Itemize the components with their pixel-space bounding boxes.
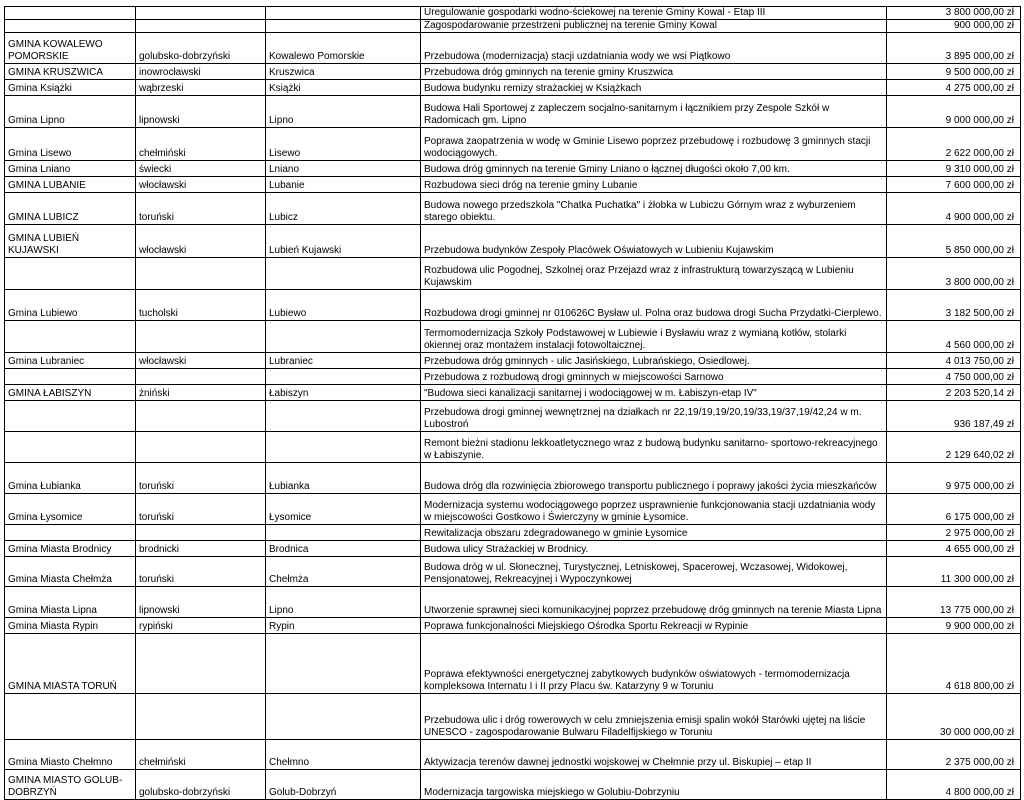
description-cell: Budowa dróg w ul. Słonecznej, Turystycznej, Letniskowej, Spacerowej, Wczasowej, Widokowej, Pensjonatowej, Rekreacyjnej i Wypoczynkowej bbox=[421, 557, 887, 587]
miejscowosc-cell: Lubicz bbox=[266, 193, 421, 225]
description-cell: Budowa nowego przedszkola "Chatka Puchatka" i żłobka w Lubiczu Górnym wraz z wyburzeniem starego obiektu. bbox=[421, 193, 887, 225]
gmina-cell bbox=[5, 432, 136, 463]
miejscowosc-cell: Lubanie bbox=[266, 177, 421, 193]
amount-cell: 9 975 000,00 zł bbox=[887, 463, 1021, 494]
table-row bbox=[5, 353, 1021, 369]
gmina-cell bbox=[5, 694, 136, 740]
amount-cell: 7 600 000,00 zł bbox=[887, 177, 1021, 193]
miejscowosc-cell: Lisewo bbox=[266, 128, 421, 161]
gmina-cell: Gmina Lubraniec bbox=[5, 353, 136, 369]
amount-cell: 2 375 000,00 zł bbox=[887, 740, 1021, 770]
miejscowosc-cell: Książki bbox=[266, 80, 421, 96]
powiat-cell bbox=[136, 525, 266, 541]
table-row bbox=[5, 7, 1021, 20]
powiat-cell bbox=[136, 321, 266, 353]
amount-cell: 3 182 500,00 zł bbox=[887, 290, 1021, 321]
amount-cell: 11 300 000,00 zł bbox=[887, 557, 1021, 587]
amount-cell: 9 000 000,00 zł bbox=[887, 96, 1021, 128]
powiat-cell bbox=[136, 369, 266, 385]
gmina-cell bbox=[5, 258, 136, 290]
description-cell: Budowa dróg dla rozwinięcia zbiorowego transportu publicznego i poprawy jakości życia mieszkańców bbox=[421, 463, 887, 494]
miejscowosc-cell bbox=[266, 7, 421, 20]
gmina-cell: Gmina Miasta Chełmża bbox=[5, 557, 136, 587]
table-row bbox=[5, 694, 1021, 740]
gmina-cell: GMINA KOWALEWO POMORSKIE bbox=[5, 33, 136, 64]
gmina-cell bbox=[5, 369, 136, 385]
table-row bbox=[5, 128, 1021, 161]
powiat-cell: lipnowski bbox=[136, 96, 266, 128]
table-row bbox=[5, 177, 1021, 193]
miejscowosc-cell bbox=[266, 694, 421, 740]
gmina-cell: Gmina Miasta Rypin bbox=[5, 618, 136, 634]
table-row bbox=[5, 740, 1021, 770]
gmina-cell: GMINA LUBIEŃ KUJAWSKI bbox=[5, 225, 136, 258]
miejscowosc-cell: Golub-Dobrzyń bbox=[266, 770, 421, 800]
description-cell: Przebudowa drogi gminnej wewnętrznej na działkach nr 22,19/19,19/20,19/33,19/37,19/42,24 w m. Lubostroń bbox=[421, 401, 887, 432]
gmina-cell: Gmina Miasto Chełmno bbox=[5, 740, 136, 770]
description-cell: Aktywizacja terenów dawnej jednostki wojskowej w Chełmnie przy ul. Biskupiej – etap II bbox=[421, 740, 887, 770]
gmina-cell bbox=[5, 7, 136, 20]
amount-cell: 30 000 000,00 zł bbox=[887, 694, 1021, 740]
powiat-cell bbox=[136, 694, 266, 740]
description-cell: Budowa budynku remizy strażackiej w Książkach bbox=[421, 80, 887, 96]
powiat-cell: świecki bbox=[136, 161, 266, 177]
powiat-cell: inowrocławski bbox=[136, 64, 266, 80]
description-cell: Rozbudowa sieci dróg na terenie gminy Lubanie bbox=[421, 177, 887, 193]
gmina-cell: GMINA KRUSZWICA bbox=[5, 64, 136, 80]
gmina-cell: Gmina Książki bbox=[5, 80, 136, 96]
miejscowosc-cell: Brodnica bbox=[266, 541, 421, 557]
amount-cell: 4 800 000,00 zł bbox=[887, 770, 1021, 800]
powiat-cell: toruński bbox=[136, 557, 266, 587]
powiat-cell bbox=[136, 20, 266, 33]
powiat-cell: włocławski bbox=[136, 225, 266, 258]
powiat-cell bbox=[136, 258, 266, 290]
miejscowosc-cell: Chełmno bbox=[266, 740, 421, 770]
table-row bbox=[5, 321, 1021, 353]
table-row bbox=[5, 587, 1021, 618]
table-row bbox=[5, 80, 1021, 96]
miejscowosc-cell bbox=[266, 369, 421, 385]
description-cell: Przebudowa dróg gminnych na terenie gminy Kruszwica bbox=[421, 64, 887, 80]
table-row bbox=[5, 634, 1021, 694]
description-cell: Budowa Hali Sportowej z zapleczem socjalno-sanitarnym i łącznikiem przy Zespole Szkół w Radomicach gm. Lipno bbox=[421, 96, 887, 128]
powiat-cell: toruński bbox=[136, 494, 266, 525]
powiat-cell: golubsko-dobrzyński bbox=[136, 770, 266, 800]
description-cell: Modernizacja targowiska miejskiego w Golubiu-Dobrzyniu bbox=[421, 770, 887, 800]
description-cell: Poprawa efektywności energetycznej zabytkowych budynków oświatowych - termomodernizacja kompleksowa Internatu I i II przy Placu św. Katarzyny 9 w Toruniu bbox=[421, 634, 887, 694]
table-row bbox=[5, 525, 1021, 541]
table-row bbox=[5, 225, 1021, 258]
description-cell: Utworzenie sprawnej sieci komunikacyjnej poprzez przebudowę dróg gminnych na terenie Miasta Lipna bbox=[421, 587, 887, 618]
investment-table bbox=[4, 6, 1021, 800]
amount-cell: 936 187,49 zł bbox=[887, 401, 1021, 432]
investment-table-body bbox=[5, 7, 1021, 800]
description-cell: Termomodernizacja Szkoły Podstawowej w Lubiewie i Bysławiu wraz z wymianą kotłów, stolarki okiennej oraz montażem instalacji fotowoltaicznej. bbox=[421, 321, 887, 353]
description-cell: Przebudowa z rozbudową drogi gminnych w miejscowości Sarnowo bbox=[421, 369, 887, 385]
gmina-cell: GMINA MIASTO GOLUB-DOBRZYŃ bbox=[5, 770, 136, 800]
amount-cell: 900 000,00 zł bbox=[887, 20, 1021, 33]
amount-cell: 4 560 000,00 zł bbox=[887, 321, 1021, 353]
table-row bbox=[5, 432, 1021, 463]
gmina-cell bbox=[5, 20, 136, 33]
gmina-cell: Gmina Lisewo bbox=[5, 128, 136, 161]
miejscowosc-cell: Lubień Kujawski bbox=[266, 225, 421, 258]
powiat-cell: toruński bbox=[136, 193, 266, 225]
amount-cell: 2 622 000,00 zł bbox=[887, 128, 1021, 161]
description-cell: Przebudowa budynków Zespoły Placówek Oświatowych w Lubieniu Kujawskim bbox=[421, 225, 887, 258]
gmina-cell: Gmina Miasta Lipna bbox=[5, 587, 136, 618]
miejscowosc-cell: Lniano bbox=[266, 161, 421, 177]
description-cell: Rozbudowa drogi gminnej nr 010626C Bysław ul. Polna oraz budowa drogi Sucha Przydatki-Cierplewo. bbox=[421, 290, 887, 321]
description-cell: Poprawa zaopatrzenia w wodę w Gminie Lisewo poprzez przebudowę i rozbudowę 3 gminnych stacji wodociągowych. bbox=[421, 128, 887, 161]
miejscowosc-cell bbox=[266, 20, 421, 33]
miejscowosc-cell: Rypin bbox=[266, 618, 421, 634]
powiat-cell bbox=[136, 432, 266, 463]
miejscowosc-cell: Łysomice bbox=[266, 494, 421, 525]
powiat-cell: brodnicki bbox=[136, 541, 266, 557]
amount-cell: 3 895 000,00 zł bbox=[887, 33, 1021, 64]
description-cell: Przebudowa (modernizacja) stacji uzdatniania wody we wsi Piątkowo bbox=[421, 33, 887, 64]
table-row bbox=[5, 369, 1021, 385]
gmina-cell: Gmina Lipno bbox=[5, 96, 136, 128]
powiat-cell: chełmiński bbox=[136, 128, 266, 161]
description-cell: Przebudowa ulic i dróg rowerowych w celu zmniejszenia emisji spalin wokół Starówki ujętej na liście UNESCO - zagospodarowanie Bulwaru Filadelfijskiego w Toruniu bbox=[421, 694, 887, 740]
description-cell: Remont bieżni stadionu lekkoatletycznego wraz z budową budynku sanitarno- sportowo-rekreacyjnego w Łabiszynie. bbox=[421, 432, 887, 463]
table-row bbox=[5, 401, 1021, 432]
description-cell: Przebudowa dróg gminnych - ulic Jasińskiego, Lubrańskiego, Osiedlowej. bbox=[421, 353, 887, 369]
powiat-cell: włocławski bbox=[136, 177, 266, 193]
amount-cell: 4 655 000,00 zł bbox=[887, 541, 1021, 557]
miejscowosc-cell: Kruszwica bbox=[266, 64, 421, 80]
gmina-cell bbox=[5, 401, 136, 432]
powiat-cell: toruński bbox=[136, 463, 266, 494]
amount-cell: 4 275 000,00 zł bbox=[887, 80, 1021, 96]
miejscowosc-cell bbox=[266, 258, 421, 290]
description-cell: Budowa dróg gminnych na terenie Gminy Lniano o łącznej długości około 7,00 km. bbox=[421, 161, 887, 177]
amount-cell: 9 310 000,00 zł bbox=[887, 161, 1021, 177]
amount-cell: 4 750 000,00 zł bbox=[887, 369, 1021, 385]
amount-cell: 4 900 000,00 zł bbox=[887, 193, 1021, 225]
amount-cell: 4 013 750,00 zł bbox=[887, 353, 1021, 369]
gmina-cell: Gmina Łysomice bbox=[5, 494, 136, 525]
powiat-cell: golubsko-dobrzyński bbox=[136, 33, 266, 64]
powiat-cell: wąbrzeski bbox=[136, 80, 266, 96]
table-row bbox=[5, 64, 1021, 80]
gmina-cell: GMINA MIASTA TORUŃ bbox=[5, 634, 136, 694]
miejscowosc-cell: Lubiewo bbox=[266, 290, 421, 321]
amount-cell: 2 975 000,00 zł bbox=[887, 525, 1021, 541]
amount-cell: 13 775 000,00 zł bbox=[887, 587, 1021, 618]
gmina-cell: Gmina Lniano bbox=[5, 161, 136, 177]
amount-cell: 5 850 000,00 zł bbox=[887, 225, 1021, 258]
table-row bbox=[5, 258, 1021, 290]
miejscowosc-cell: Lipno bbox=[266, 587, 421, 618]
amount-cell: 3 800 000,00 zł bbox=[887, 258, 1021, 290]
gmina-cell: GMINA LUBICZ bbox=[5, 193, 136, 225]
miejscowosc-cell bbox=[266, 401, 421, 432]
description-cell: Rozbudowa ulic Pogodnej, Szkolnej oraz Przejazd wraz z infrastrukturą towarzyszącą w Lubieniu Kujawskim bbox=[421, 258, 887, 290]
description-cell: Zagospodarowanie przestrzeni publicznej na terenie Gminy Kowal bbox=[421, 20, 887, 33]
table-row bbox=[5, 385, 1021, 401]
miejscowosc-cell bbox=[266, 525, 421, 541]
gmina-cell bbox=[5, 525, 136, 541]
powiat-cell: lipnowski bbox=[136, 587, 266, 618]
miejscowosc-cell: Łubianka bbox=[266, 463, 421, 494]
table-row bbox=[5, 541, 1021, 557]
table-row bbox=[5, 463, 1021, 494]
gmina-cell: Gmina Łubianka bbox=[5, 463, 136, 494]
table-row bbox=[5, 494, 1021, 525]
powiat-cell bbox=[136, 7, 266, 20]
amount-cell: 9 500 000,00 zł bbox=[887, 64, 1021, 80]
description-cell: Poprawa funkcjonalności Miejskiego Ośrodka Sportu Rekreacji w Rypinie bbox=[421, 618, 887, 634]
description-cell: Modernizacja systemu wodociągowego poprzez usprawnienie funkcjonowania stacji uzdatniania wody w miejscowości Gostkowo i Świerczyny w gminie Łysomice. bbox=[421, 494, 887, 525]
amount-cell: 9 900 000,00 zł bbox=[887, 618, 1021, 634]
miejscowosc-cell bbox=[266, 634, 421, 694]
powiat-cell: włocławski bbox=[136, 353, 266, 369]
table-row bbox=[5, 96, 1021, 128]
amount-cell: 6 175 000,00 zł bbox=[887, 494, 1021, 525]
description-cell: Uregulowanie gospodarki wodno-ściekowej na terenie Gminy Kowal - Etap III bbox=[421, 7, 887, 20]
gmina-cell: Gmina Miasta Brodnicy bbox=[5, 541, 136, 557]
powiat-cell: żniński bbox=[136, 385, 266, 401]
powiat-cell bbox=[136, 401, 266, 432]
gmina-cell bbox=[5, 321, 136, 353]
table-row bbox=[5, 193, 1021, 225]
miejscowosc-cell: Lipno bbox=[266, 96, 421, 128]
amount-cell: 2 203 520,14 zł bbox=[887, 385, 1021, 401]
miejscowosc-cell: Chełmża bbox=[266, 557, 421, 587]
table-row bbox=[5, 557, 1021, 587]
table-row bbox=[5, 161, 1021, 177]
amount-cell: 3 800 000,00 zł bbox=[887, 7, 1021, 20]
amount-cell: 2 129 640,02 zł bbox=[887, 432, 1021, 463]
gmina-cell: Gmina Lubiewo bbox=[5, 290, 136, 321]
description-cell: "Budowa sieci kanalizacji sanitarnej i wodociągowej w m. Łabiszyn-etap IV" bbox=[421, 385, 887, 401]
table-row bbox=[5, 770, 1021, 800]
description-cell: Budowa ulicy Strażackiej w Brodnicy. bbox=[421, 541, 887, 557]
powiat-cell bbox=[136, 634, 266, 694]
miejscowosc-cell: Łabiszyn bbox=[266, 385, 421, 401]
miejscowosc-cell: Lubraniec bbox=[266, 353, 421, 369]
miejscowosc-cell bbox=[266, 321, 421, 353]
amount-cell: 4 618 800,00 zł bbox=[887, 634, 1021, 694]
table-row bbox=[5, 20, 1021, 33]
gmina-cell: GMINA ŁABISZYN bbox=[5, 385, 136, 401]
powiat-cell: tucholski bbox=[136, 290, 266, 321]
description-cell: Rewitalizacja obszaru zdegradowanego w gminie Łysomice bbox=[421, 525, 887, 541]
table-row bbox=[5, 33, 1021, 64]
miejscowosc-cell: Kowalewo Pomorskie bbox=[266, 33, 421, 64]
miejscowosc-cell bbox=[266, 432, 421, 463]
powiat-cell: rypiński bbox=[136, 618, 266, 634]
gmina-cell: GMINA LUBANIE bbox=[5, 177, 136, 193]
table-row bbox=[5, 290, 1021, 321]
table-row bbox=[5, 618, 1021, 634]
powiat-cell: chełmiński bbox=[136, 740, 266, 770]
